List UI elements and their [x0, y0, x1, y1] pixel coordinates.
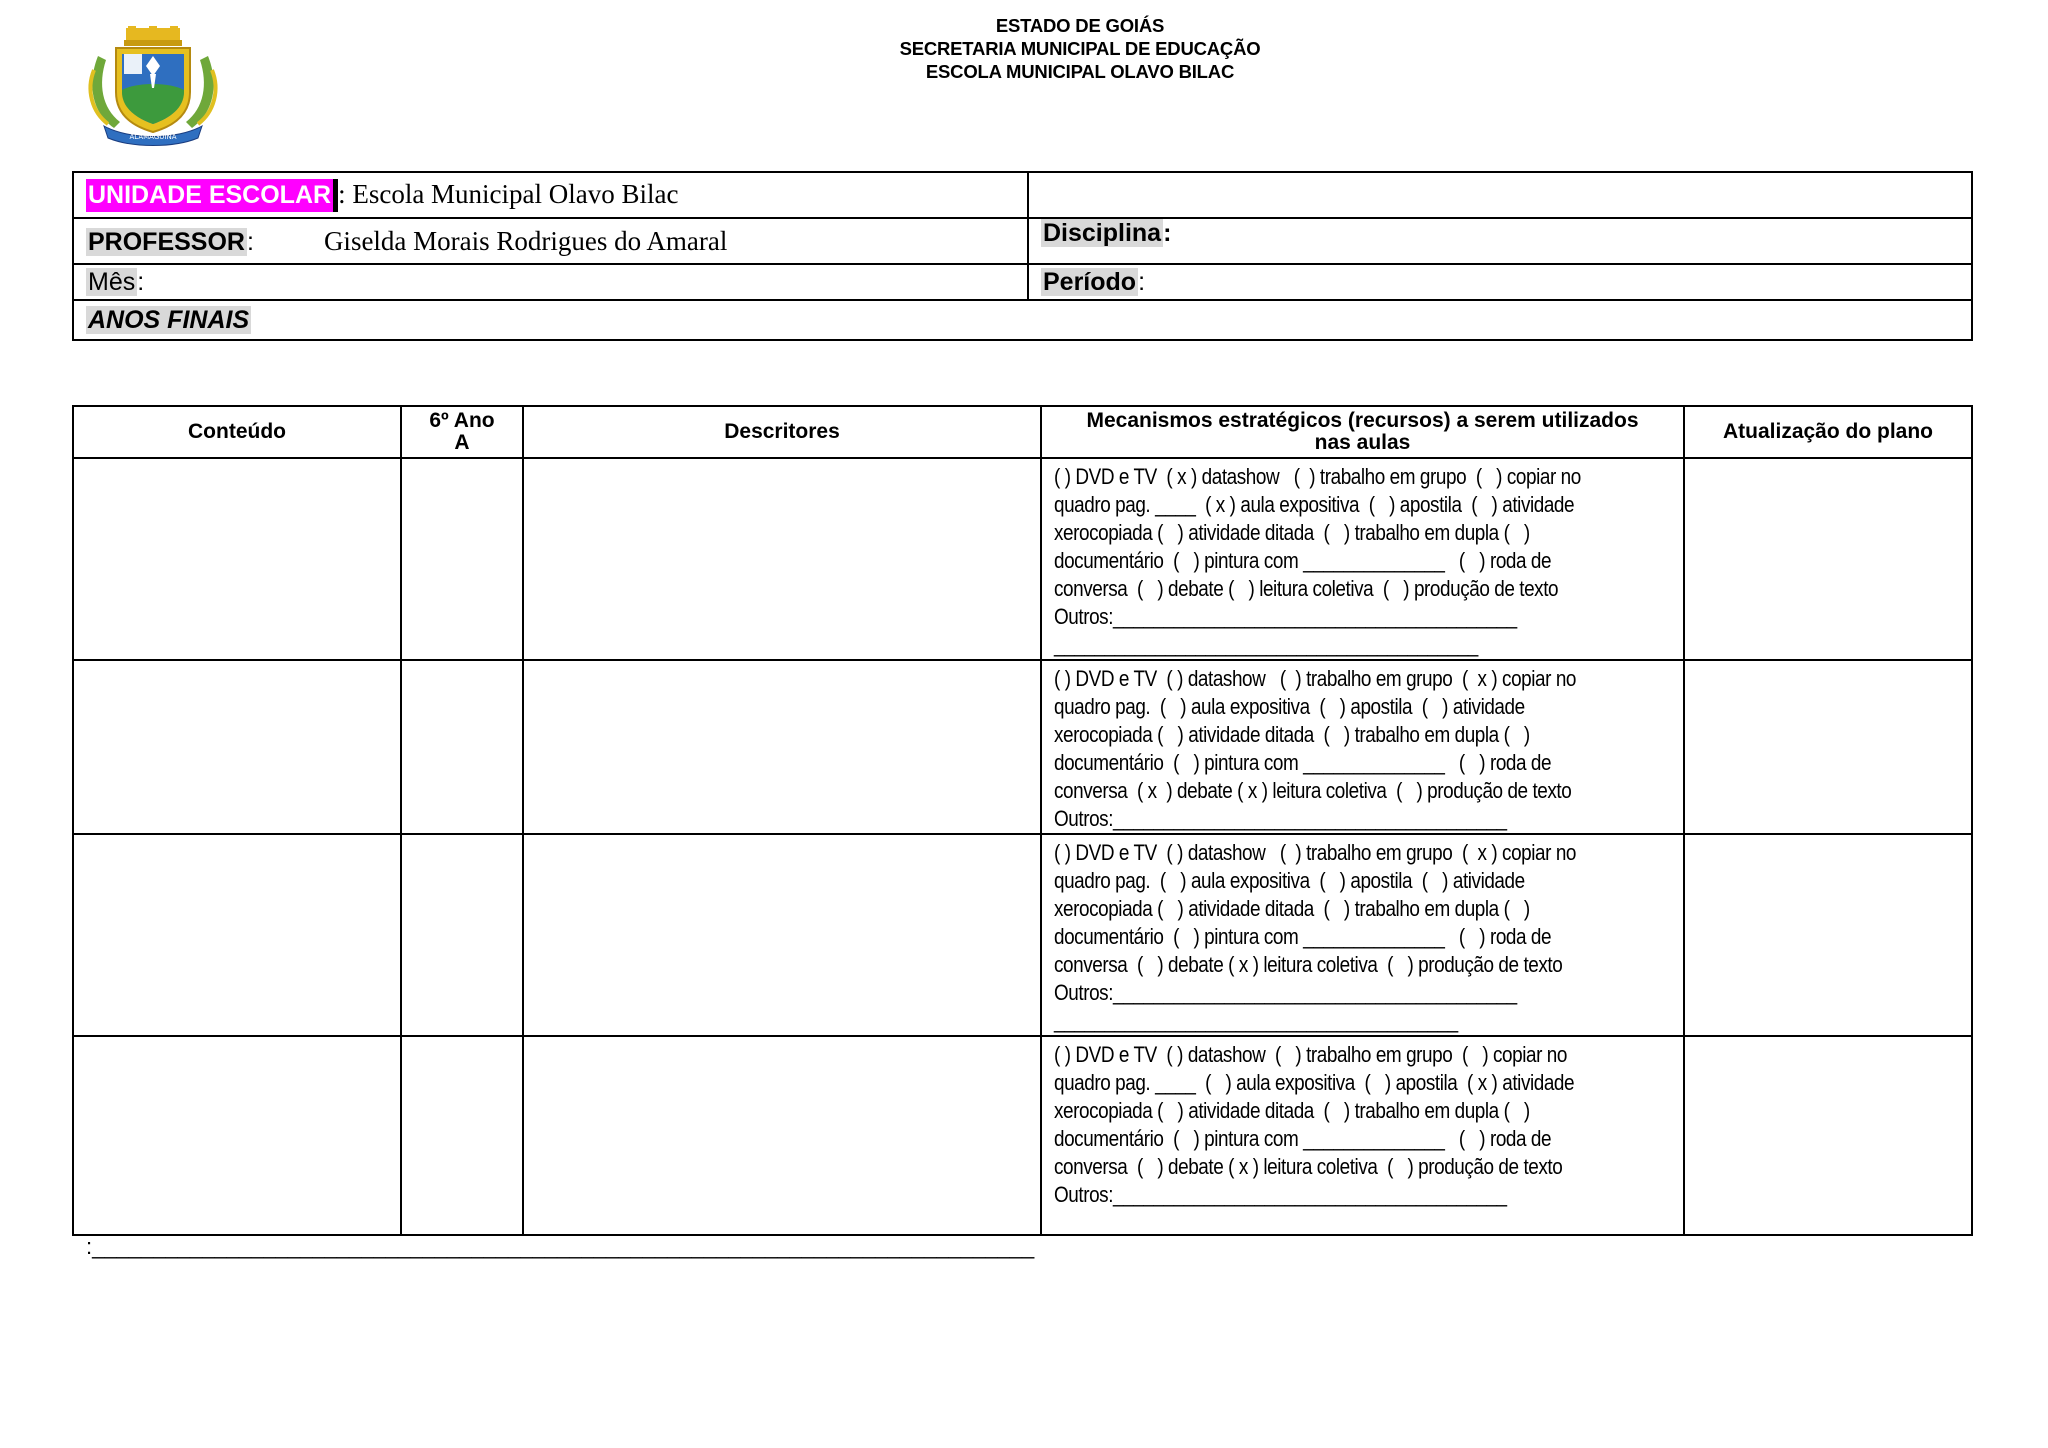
mecanismo-line: ________________________________________ — [1054, 1008, 1458, 1033]
conteudo-cell — [73, 458, 401, 660]
mecanismos-cell — [1041, 834, 1684, 1036]
table-row — [73, 660, 1972, 834]
mecanismo-line: documentário ( ) pintura com ______________ ( ) roda de — [1054, 548, 1552, 573]
ano-cell — [401, 834, 523, 1036]
disciplina-label: Disciplina — [1043, 219, 1162, 247]
info-row-mes — [73, 264, 1972, 300]
ano-cell — [401, 660, 523, 834]
mecanismo-line: xerocopiada ( ) atividade ditada ( ) trabalho em dupla ( ) — [1054, 722, 1530, 747]
mecanismo-line: Outros:________________________________________ — [1054, 980, 1517, 1005]
mecanismo-line: ( ) DVD e TV ( x ) datashow ( ) trabalho em grupo ( ) copiar no — [1054, 464, 1581, 489]
mecanismo-line: documentário ( ) pintura com ______________ ( ) roda de — [1054, 924, 1552, 949]
info-row-unidade — [73, 172, 1972, 218]
lesson-plan-table — [72, 405, 1973, 1236]
header-school: ESCOLA MUNICIPAL OLAVO BILAC — [925, 61, 1235, 82]
mes-cell — [73, 264, 1028, 300]
disciplina-colon: : — [1163, 219, 1172, 247]
descritores-cell — [523, 660, 1041, 834]
unidade-label: UNIDADE ESCOLAR — [86, 179, 338, 212]
coat-of-arms-logo — [84, 26, 222, 146]
atualizacao-cell — [1684, 458, 1972, 660]
mecanismo-line: quadro pag. ____ ( ) aula expositiva ( ) apostila ( x ) atividade — [1054, 1070, 1575, 1095]
professor-colon: : — [246, 227, 254, 256]
document-header — [700, 14, 1460, 83]
periodo-colon: : — [1138, 267, 1146, 296]
mecanismo-line: quadro pag. ____ ( x ) aula expositiva ( ) apostila ( ) atividade — [1054, 492, 1575, 517]
ano-cell — [401, 1036, 523, 1235]
disciplina-cell — [1028, 218, 1972, 264]
mecanismo-line: conversa ( x ) debate ( x ) leitura coletiva ( ) produção de texto — [1054, 778, 1572, 803]
professor-value: Giselda Morais Rodrigues do Amaral — [323, 225, 728, 256]
anos-finais-cell — [73, 300, 1972, 340]
mecanismo-line: conversa ( ) debate ( x ) leitura coletiva ( ) produção de texto — [1054, 1154, 1563, 1179]
info-row-professor — [73, 218, 1972, 264]
descritores-cell — [523, 1036, 1041, 1235]
mecanismo-line: documentário ( ) pintura com ______________ ( ) roda de — [1054, 1126, 1552, 1151]
info-row-anos-finais — [73, 300, 1972, 340]
mecanismo-line: ( ) DVD e TV ( ) datashow ( ) trabalho em grupo ( x ) copiar no — [1054, 666, 1577, 691]
footer-signature-line: :_____________________________________________________________________________ — [86, 1234, 1035, 1259]
header-ano — [401, 406, 523, 458]
mecanismos-cell — [1041, 660, 1684, 834]
mecanismo-line: Outros:_______________________________________ — [1054, 806, 1507, 831]
professor-cell — [73, 218, 1028, 264]
professor-label: PROFESSOR — [88, 227, 245, 256]
descritores-cell — [523, 834, 1041, 1036]
mecanismo-line: Outros:________________________________________ — [1054, 604, 1517, 629]
unidade-right-cell — [1028, 172, 1972, 218]
table-row — [73, 1036, 1972, 1235]
mecanismo-line: documentário ( ) pintura com ______________ ( ) roda de — [1054, 750, 1552, 775]
header-state: ESTADO DE GOIÁS — [995, 15, 1165, 36]
conteudo-cell — [73, 1036, 401, 1235]
header-mecanismos — [1041, 406, 1684, 458]
header-descritores: Descritores — [523, 406, 1041, 458]
mes-colon: : — [137, 267, 145, 296]
header-ano-line1: 6º Ano — [429, 409, 495, 432]
mecanismo-line: conversa ( ) debate ( ) leitura coletiva ( ) produção de texto — [1054, 576, 1559, 601]
unidade-cell — [73, 172, 1028, 218]
conteudo-cell — [73, 834, 401, 1036]
ano-cell — [401, 458, 523, 660]
mecanismo-line: Outros:_______________________________________ — [1054, 1182, 1507, 1207]
table-row — [73, 834, 1972, 1036]
conteudo-cell — [73, 660, 401, 834]
mes-label: Mês — [88, 267, 136, 296]
periodo-label: Período — [1043, 267, 1137, 296]
descritores-cell — [523, 458, 1041, 660]
logo-motto: ALAMAGUINA — [129, 133, 177, 141]
mecanismo-line: ( ) DVD e TV ( ) datashow ( ) trabalho em grupo ( x ) copiar no — [1054, 840, 1577, 865]
coat-of-arms-icon — [84, 26, 222, 146]
header-ano-line2: A — [454, 431, 470, 454]
mecanismo-line: xerocopiada ( ) atividade ditada ( ) trabalho em dupla ( ) — [1054, 1098, 1530, 1123]
mecanismo-line: conversa ( ) debate ( x ) leitura coletiva ( ) produção de texto — [1054, 952, 1563, 977]
mecanismo-line: xerocopiada ( ) atividade ditada ( ) trabalho em dupla ( ) — [1054, 520, 1530, 545]
atualizacao-cell — [1684, 660, 1972, 834]
header-secretariat: SECRETARIA MUNICIPAL DE EDUCAÇÃO — [899, 38, 1261, 59]
unidade-value: : Escola Municipal Olavo Bilac — [338, 178, 679, 209]
table-row — [73, 458, 1972, 660]
periodo-cell — [1028, 264, 1972, 300]
mecanismo-line: xerocopiada ( ) atividade ditada ( ) trabalho em dupla ( ) — [1054, 896, 1530, 921]
mecanismos-cell — [1041, 458, 1684, 660]
mecanismos-cell — [1041, 1036, 1684, 1235]
atualizacao-cell — [1684, 834, 1972, 1036]
header-mecanismos-line2: nas aulas — [1314, 431, 1411, 454]
school-info-table — [72, 171, 1973, 341]
header-atualizacao: Atualização do plano — [1684, 406, 1972, 458]
header-mecanismos-line1: Mecanismos estratégicos (recursos) a serem utilizados — [1086, 409, 1639, 432]
header-conteudo: Conteúdo — [73, 406, 401, 458]
mecanismo-line: ( ) DVD e TV ( ) datashow ( ) trabalho em grupo ( ) copiar no — [1054, 1042, 1567, 1067]
mecanismo-line: __________________________________________ — [1054, 632, 1478, 657]
plan-header-row — [73, 406, 1972, 458]
mecanismo-line: quadro pag. ( ) aula expositiva ( ) apostila ( ) atividade — [1054, 868, 1525, 893]
mecanismo-line: quadro pag. ( ) aula expositiva ( ) apostila ( ) atividade — [1054, 694, 1525, 719]
atualizacao-cell — [1684, 1036, 1972, 1235]
anos-finais-label: ANOS FINAIS — [88, 305, 250, 334]
